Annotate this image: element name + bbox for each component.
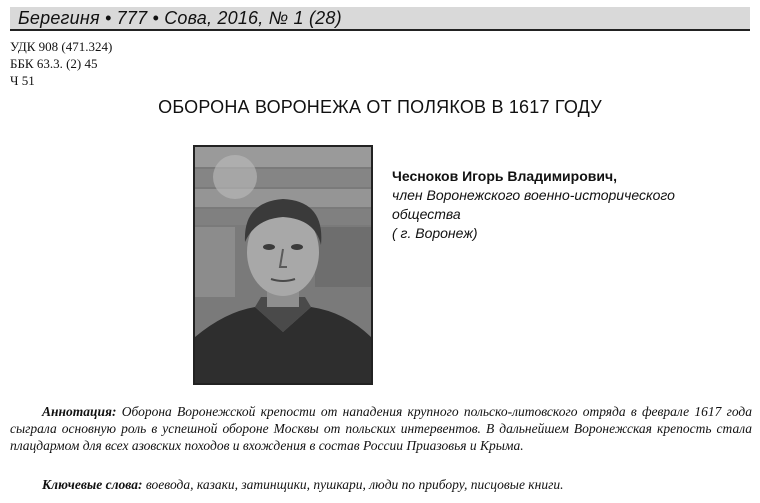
article-title: ОБОРОНА ВОРОНЕЖА ОТ ПОЛЯКОВ В 1617 ГОДУ <box>158 97 602 117</box>
journal-header-bar <box>10 7 750 31</box>
abstract <box>10 403 752 454</box>
journal-header: Берегиня • 777 • Сова, 2016, № 1 (28) <box>18 8 342 28</box>
keywords-label: Ключевые слова: <box>42 477 143 492</box>
author-mark-code: Ч 51 <box>10 73 35 88</box>
abstract-label: Аннотация: <box>42 404 117 419</box>
classification-codes <box>10 38 112 89</box>
author-name: Чесноков Игорь Владимирович, <box>392 168 617 184</box>
keywords <box>10 476 752 493</box>
author-info <box>392 167 737 243</box>
author-photo <box>193 145 373 385</box>
keywords-text: воевода, казаки, затинщики, пушкари, люди по прибору, писцовые книги. <box>142 477 564 492</box>
abstract-text: Оборона Воронежской крепости от нападения крупного польско-литовского отряда в феврале 1617 года сыграла основную роль в успешной обороне Москвы от польских интервентов. В дальнейшем Воронежская крепость стала плацдармом для всех азовских походов и вхождения в состав России Приазовья и Крыма. <box>10 404 752 453</box>
author-role-line1: член Воронежского военно-исторического <box>392 187 675 203</box>
udk-code: УДК 908 (471.324) <box>10 39 113 54</box>
author-city: ( г. Воронеж) <box>392 225 478 241</box>
bbk-code: ББК 63.3. (2) 45 <box>10 56 98 71</box>
author-role-line2: общества <box>392 206 461 222</box>
